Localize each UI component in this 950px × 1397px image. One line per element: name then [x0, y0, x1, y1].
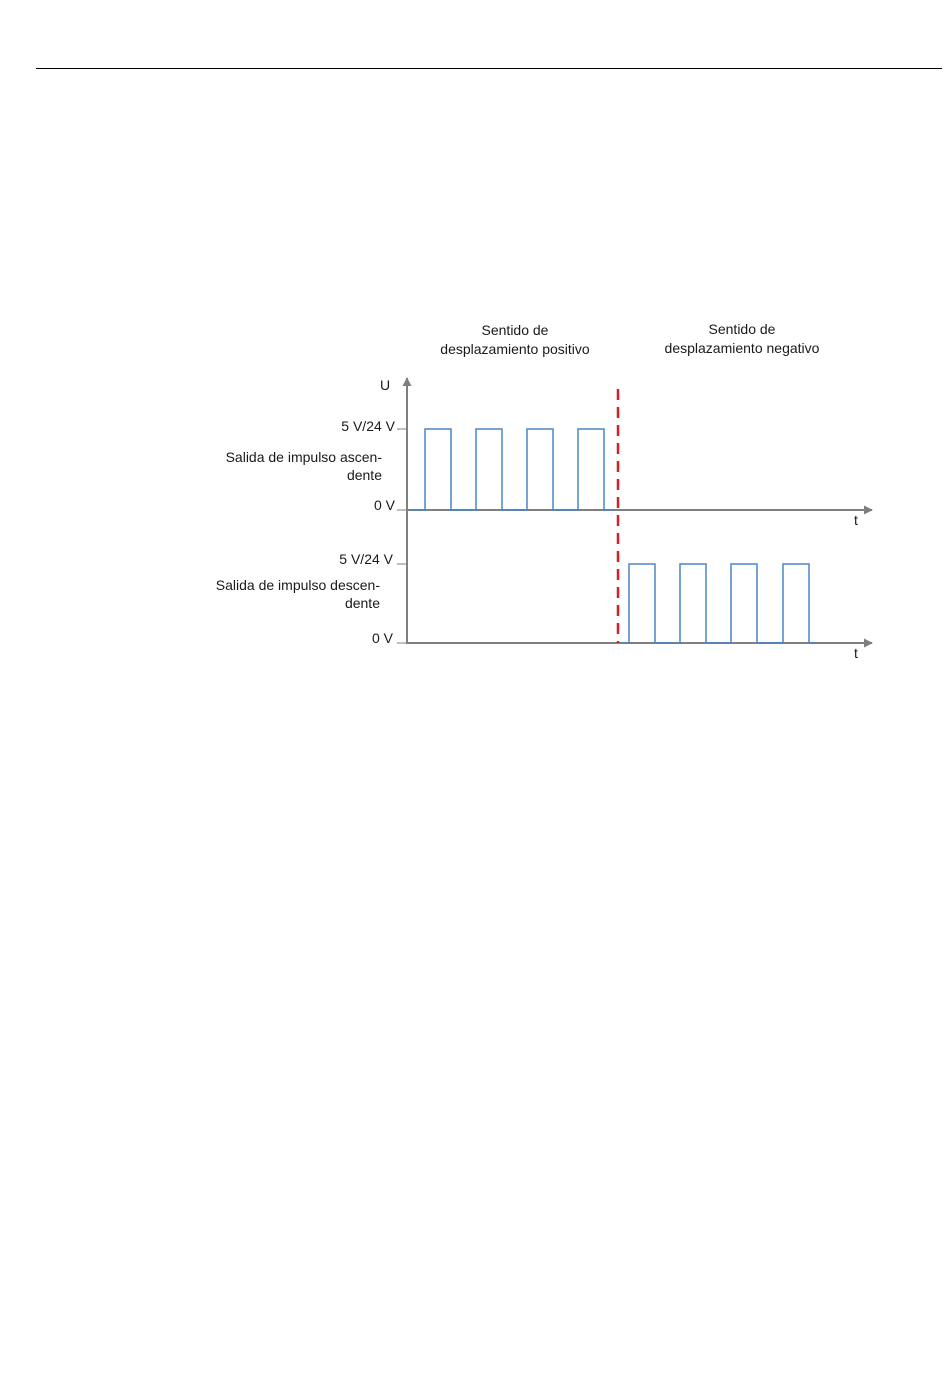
lower-signal-label-line1: Salida de impulso descen-	[215, 577, 380, 593]
lower-low-level-label: 0 V	[371, 630, 393, 646]
descending-pulse-train	[622, 564, 815, 643]
lower-high-level-label: 5 V/24 V	[339, 551, 393, 567]
upper-low-level-label: 0 V	[373, 497, 395, 513]
upper-signal-label-line2: dente	[346, 467, 382, 483]
heading-negative-line1: Sentido de	[708, 321, 776, 337]
upper-signal-label-line1: Salida de impulso ascen-	[225, 449, 382, 465]
lower-signal-label-line2: dente	[344, 595, 380, 611]
upper-high-level-label: 5 V/24 V	[341, 418, 395, 434]
heading-positive-line2: desplazamiento positivo	[440, 341, 590, 357]
axis-label-u: U	[379, 377, 391, 393]
heading-negative-line2: desplazamiento negativo	[664, 340, 820, 356]
heading-positive-line1: Sentido de	[481, 322, 549, 338]
ascending-pulse-train	[412, 429, 614, 510]
upper-time-label: t	[854, 512, 858, 528]
lower-time-label: t	[854, 645, 858, 661]
